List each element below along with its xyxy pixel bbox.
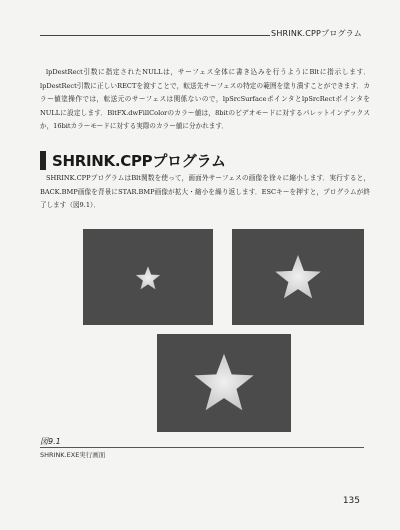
star-icon <box>83 229 213 325</box>
header-rule <box>40 35 270 36</box>
section-heading-bar <box>40 151 46 170</box>
star-icon <box>232 229 364 325</box>
body-paragraph: SHRINK.CPPプログラムはBlt関数を使って，画面外サーフェスの画像を徐々に縮小します．実行すると，BACK.BMP画像を背景にSTAR.BMP画像が拡大・縮小を繰り返します．ESCキーを押すと，プログラムが終了します（図9.1）． <box>40 174 370 210</box>
star-shape <box>275 255 321 298</box>
screenshot-small-star <box>83 229 213 325</box>
page-number: 135 <box>342 496 360 506</box>
section-heading <box>40 150 226 170</box>
figure-label: 図9.1 <box>40 437 61 446</box>
star-shape <box>194 354 253 410</box>
star-icon <box>157 334 291 432</box>
screenshot-medium-star <box>232 229 364 325</box>
star-shape <box>136 266 160 289</box>
section-heading-text: SHRINK.CPPプログラム <box>52 151 226 170</box>
figure-caption: SHRINK.EXE実行画面 <box>40 451 106 459</box>
screenshot-large-star <box>157 334 291 432</box>
running-header: SHRINK.CPPプログラム <box>271 29 362 38</box>
figure-rule <box>40 447 364 448</box>
intro-paragraph: lpDestRect引数に指定されたNULLは，サーフェス全体に書き込みを行うようにBltに指示します．lpDestRect引数に正しいRECTを渡すことで，転送先サーフェスの特定の範囲を塗り潰すことができます．カラー値塗操作では，転送元のサーフェスは関係ないので，lpSrcSurfaceポインタとlpSrcRectポインタをNULLに設定します．BltFX.dwFillColorのカラー値は，8bitのビデオモードに対するパレットインデックスか，16bitカラーモードに対する実際のカラー値に分かれます． <box>40 68 370 131</box>
